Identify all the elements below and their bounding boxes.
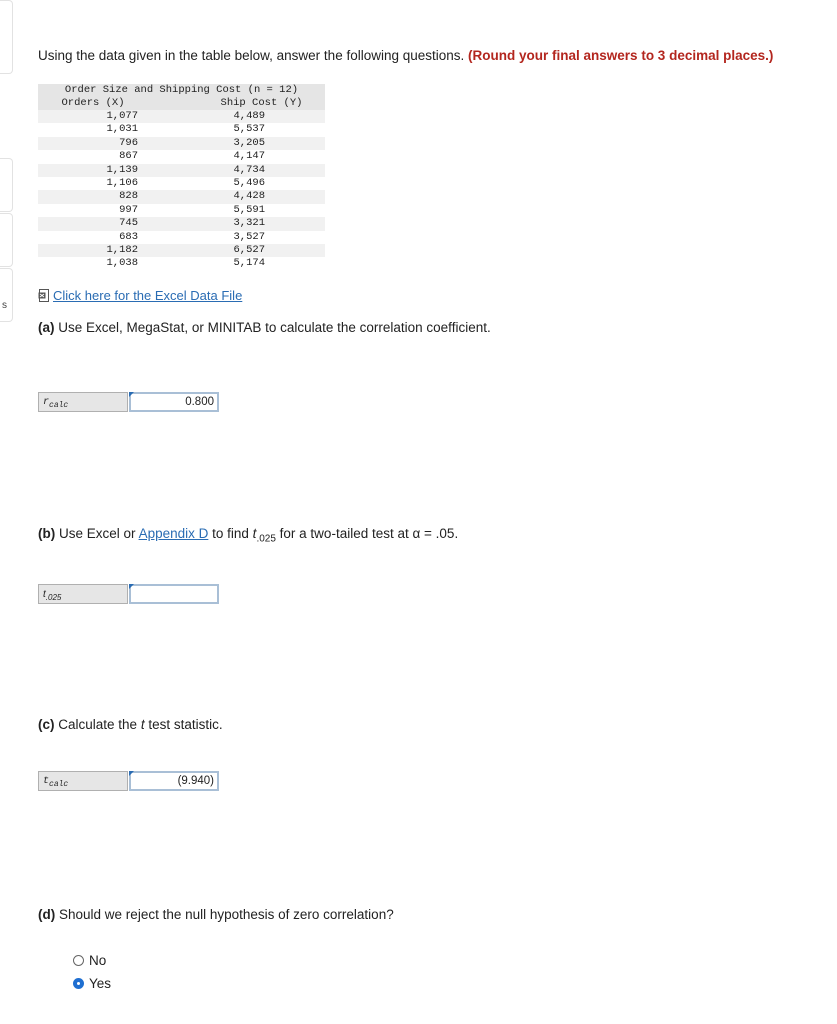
intro-text: Using the data given in the table below, answer the following questions. (38, 48, 465, 63)
radio-option-no[interactable] (73, 953, 106, 968)
t-symbol: t (252, 526, 257, 541)
ship-cost-cell: 4,734 (148, 164, 325, 177)
t-calc-input[interactable]: (9.940) (129, 771, 219, 791)
radio-yes-icon[interactable] (73, 978, 84, 989)
part-c-question (38, 717, 223, 732)
part-b-text-before: Use Excel or (59, 526, 136, 541)
t-025-input[interactable] (129, 584, 219, 604)
ship-cost-cell: 4,428 (148, 190, 325, 203)
ship-cost-cell: 6,527 (148, 244, 325, 257)
orders-cell: 1,031 (106, 123, 138, 136)
answer-flag-icon (129, 771, 134, 776)
excel-link-text[interactable]: Click here for the Excel Data File (53, 288, 243, 303)
part-b-text-after: for a two-tailed test at α = .05. (279, 526, 459, 541)
orders-cell: 1,182 (38, 244, 148, 257)
table-row (38, 231, 325, 244)
rounding-instruction: (Round your final answers to 3 decimal places.) (468, 48, 774, 63)
orders-cell: 1,139 (38, 164, 148, 177)
table-title: Order Size and Shipping Cost (n = 12) (38, 84, 325, 97)
orders-cell: 828 (38, 190, 148, 203)
part-c-text-before: Calculate the (58, 717, 138, 732)
column-header-orders: Orders (X) (38, 97, 148, 110)
table-row (38, 217, 325, 230)
orders-cell: 867 (119, 150, 138, 163)
radio-yes-label[interactable]: Yes (89, 976, 112, 991)
part-b-text-mid: to find (212, 526, 249, 541)
table-row (38, 257, 325, 270)
left-edge-tab (0, 268, 13, 322)
t-025-label: $t_{.025}$ (38, 584, 128, 604)
answer-flag-icon (129, 584, 134, 589)
orders-cell: 683 (119, 230, 138, 243)
table-row (38, 190, 325, 203)
r-calc-label: $r_{calc}$ (38, 392, 128, 412)
table-row (38, 110, 325, 123)
radio-no-label[interactable]: No (89, 953, 107, 968)
t-word: t (140, 717, 145, 732)
ship-cost-cell: 5,496 (233, 177, 265, 190)
left-edge-tab (0, 0, 13, 74)
r-calc-input[interactable]: 0.800 (129, 392, 219, 412)
radio-no-icon[interactable] (73, 955, 84, 966)
orders-cell: 745 (38, 217, 148, 230)
t-subscript: .025 (256, 533, 276, 545)
answer-row-t-025 (38, 584, 220, 606)
part-b-question (38, 526, 458, 545)
orders-cell: 997 (119, 203, 138, 216)
left-edge-tab (0, 158, 13, 212)
table-row (38, 244, 325, 257)
part-a-label: (a) (38, 320, 55, 335)
question-intro (38, 48, 773, 63)
part-b-label: (b) (38, 526, 56, 541)
table-row (38, 164, 325, 177)
answer-flag-icon (129, 392, 134, 397)
t-calc-label: $t_{calc}$ (38, 771, 128, 791)
table-row (38, 204, 325, 217)
ship-cost-cell: 3,205 (148, 137, 325, 150)
orders-cell: 1,038 (106, 257, 138, 270)
ship-cost-cell: 4,489 (148, 110, 325, 123)
table-row (38, 150, 325, 163)
ship-cost-cell: 3,321 (148, 217, 325, 230)
answer-row-t-calc (38, 771, 220, 793)
part-d-text: Should we reject the null hypothesis of zero correlation? (59, 907, 394, 922)
table-row (38, 137, 325, 150)
excel-data-link[interactable] (38, 288, 242, 303)
part-a-question (38, 320, 491, 335)
ship-cost-cell: 5,591 (233, 203, 265, 216)
orders-cell: 1,106 (106, 177, 138, 190)
part-c-label: (c) (38, 717, 55, 732)
column-header-ship-cost: Ship Cost (Y) (148, 97, 325, 110)
ship-cost-cell: 5,537 (233, 123, 265, 136)
data-table (38, 84, 325, 271)
part-a-text: Use Excel, MegaStat, or MINITAB to calculate the correlation coefficient. (58, 320, 491, 335)
ship-cost-cell: 4,147 (233, 150, 265, 163)
appendix-d-link[interactable]: Appendix D (138, 526, 209, 541)
table-row (38, 123, 325, 136)
excel-file-icon (38, 289, 50, 302)
ship-cost-cell: 3,527 (233, 230, 265, 243)
radio-option-yes[interactable] (73, 976, 111, 991)
answer-row-r-calc (38, 392, 220, 414)
orders-cell: 796 (38, 137, 148, 150)
part-d-label: (d) (38, 907, 56, 922)
ship-cost-cell: 5,174 (233, 257, 265, 270)
left-edge-tab (0, 213, 13, 267)
part-d-question (38, 907, 394, 922)
orders-cell: 1,077 (38, 110, 148, 123)
part-c-text-after: test statistic. (148, 717, 223, 732)
table-row (38, 177, 325, 190)
edge-mark: s (2, 300, 7, 311)
